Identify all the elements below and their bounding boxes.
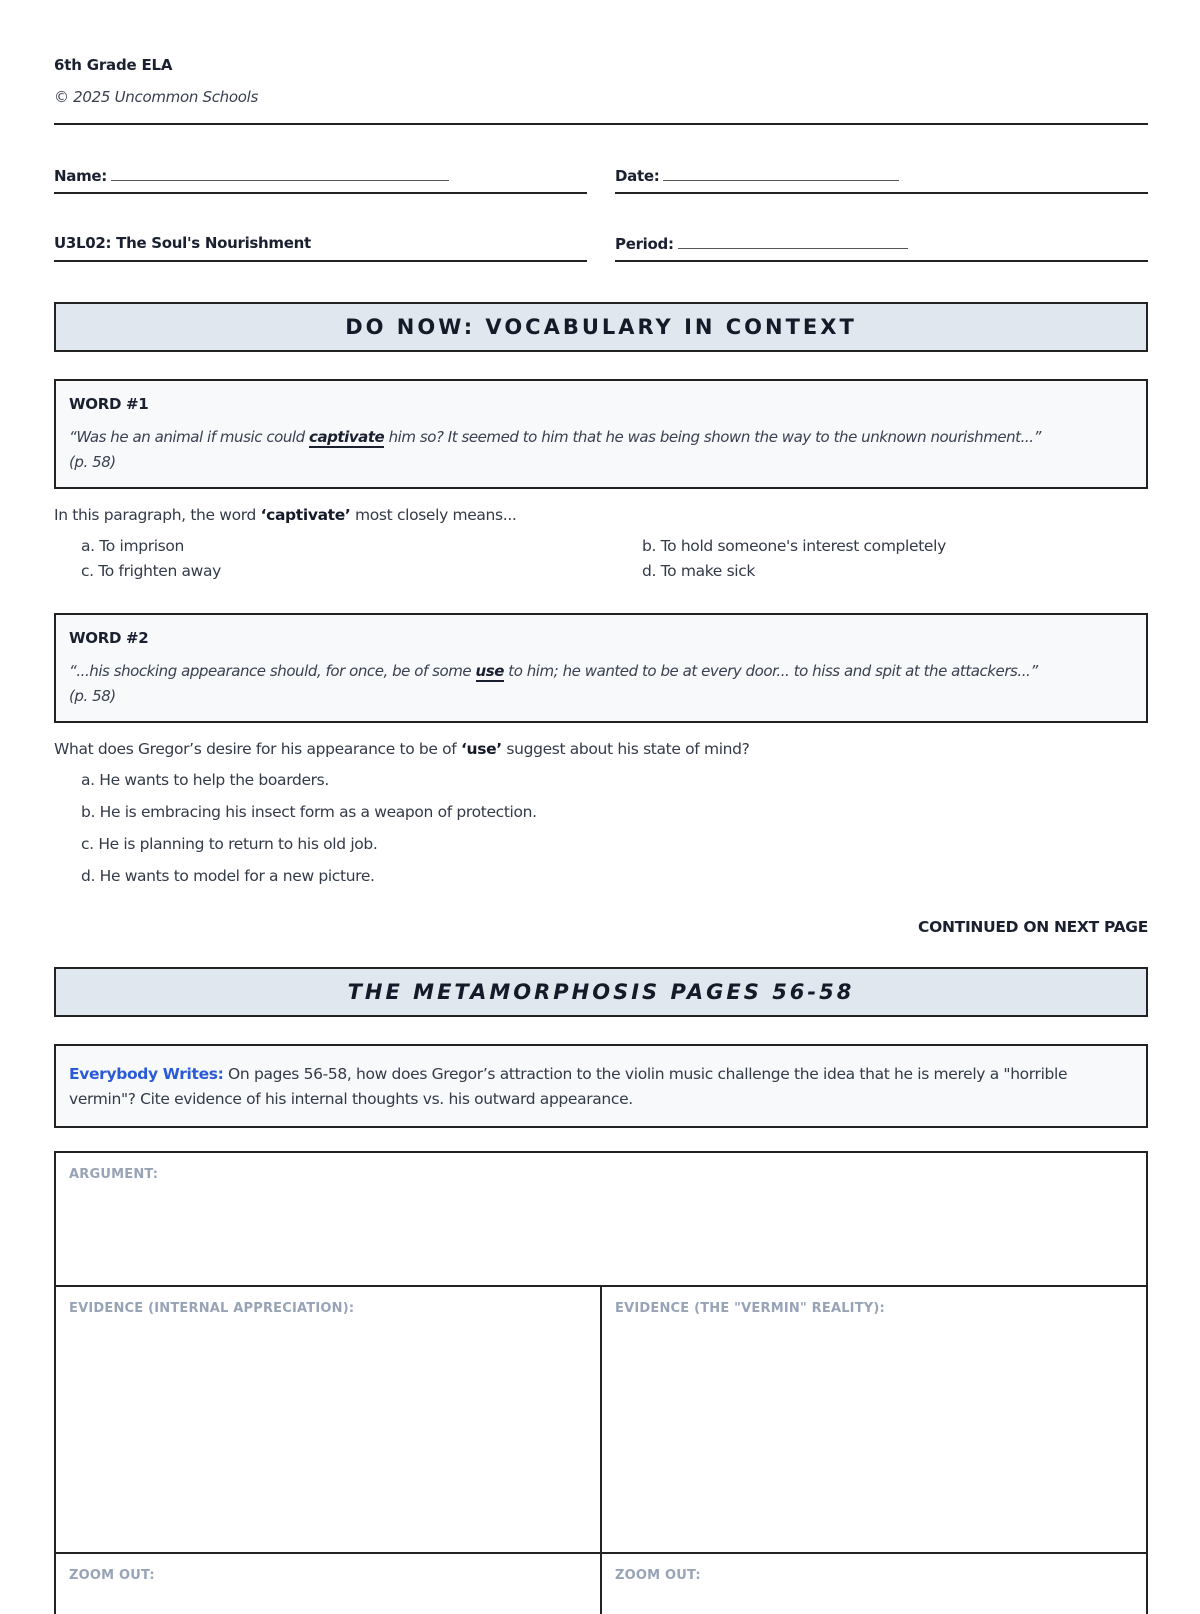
zoom-out-right-cell[interactable] [602,1554,1146,1614]
word2-option-c[interactable]: c. He is planning to return to his old job. [81,835,378,853]
header-divider [54,123,1148,125]
everybody-writes-box [54,1044,1148,1128]
word2-option-b[interactable]: b. He is embracing his insect form as a weapon of protection. [81,803,537,821]
date-blank[interactable] [663,166,899,181]
word1-option-a[interactable]: a. To imprison [81,537,185,555]
zoom-out-right-label: ZOOM OUT: [615,1568,701,1583]
question-keyword: ‘captivate’ [260,506,351,524]
argument-label: ARGUMENT: [69,1167,159,1182]
argument-cell[interactable] [56,1153,1146,1287]
question-text: What does Gregor’s desire for his appearance to be of [54,740,461,758]
period-blank[interactable] [678,234,908,249]
word1-quote [69,425,1133,475]
word2-option-d[interactable]: d. He wants to model for a new picture. [81,867,375,885]
question-keyword: ‘use’ [461,740,502,758]
name-label: Name: [54,167,107,185]
period-field[interactable] [615,234,1148,262]
citation: (p. 58) [69,453,116,471]
date-field[interactable] [615,166,1148,194]
citation: (p. 58) [69,687,116,705]
course-title: 6th Grade ELA [54,56,173,74]
quote-text: “...his shocking appearance should, for once, be of some [69,662,476,680]
evidence-vermin-label: EVIDENCE (THE "VERMIN" REALITY): [615,1301,885,1316]
quote-text: him so? It seemed to him that he was being shown the way to the unknown nourishment...” [384,428,1041,446]
keyword-use: use [475,662,504,680]
period-label: Period: [615,235,674,253]
do-now-header: DO NOW: VOCABULARY IN CONTEXT [54,302,1148,352]
question-text: In this paragraph, the word [54,506,261,524]
everybody-writes-label: Everybody Writes: [69,1065,224,1083]
word2-quote [69,659,1133,709]
evidence-vermin-cell[interactable] [602,1287,1146,1552]
word1-box [54,379,1148,489]
word2-option-a[interactable]: a. He wants to help the boarders. [81,771,329,789]
name-blank[interactable] [111,166,449,181]
question-text: most closely means... [350,506,517,524]
graphic-organizer [54,1151,1148,1614]
word1-option-d[interactable]: d. To make sick [642,562,756,580]
quote-text: “Was he an animal if music could [69,428,310,446]
zoom-out-left-cell[interactable] [56,1554,602,1614]
evidence-internal-cell[interactable] [56,1287,602,1552]
zoom-out-left-label: ZOOM OUT: [69,1568,155,1583]
word2-box [54,613,1148,723]
lesson-title-field [54,234,587,262]
evidence-row [56,1287,1146,1554]
lesson-title: U3L02: The Soul's Nourishment [54,234,311,252]
name-field[interactable] [54,166,587,194]
word2-label: WORD #2 [69,629,149,647]
word1-label: WORD #1 [69,395,149,413]
zoom-out-row [56,1554,1146,1614]
keyword-captivate: captivate [309,428,385,446]
question-text: suggest about his state of mind? [501,740,750,758]
word1-option-c[interactable]: c. To frighten away [81,562,221,580]
everybody-writes-prompt: On pages 56-58, how does Gregor’s attraction to the violin music challenge the idea that he is merely a "horrible vermin"? Cite evidence of his internal thoughts vs. his outward appearance. [69,1065,1068,1108]
word2-question [54,740,750,758]
copyright-notice: © 2025 Uncommon Schools [54,88,259,106]
word1-option-b[interactable]: b. To hold someone's interest completely [642,537,946,555]
evidence-internal-label: EVIDENCE (INTERNAL APPRECIATION): [69,1301,355,1316]
quote-text: to him; he wanted to be at every door... to hiss and spit at the attackers...” [503,662,1038,680]
continued-notice: CONTINUED ON NEXT PAGE [918,918,1148,936]
word1-question [54,506,517,524]
date-label: Date: [615,167,660,185]
reading-header: THE METAMORPHOSIS PAGES 56-58 [54,967,1148,1017]
